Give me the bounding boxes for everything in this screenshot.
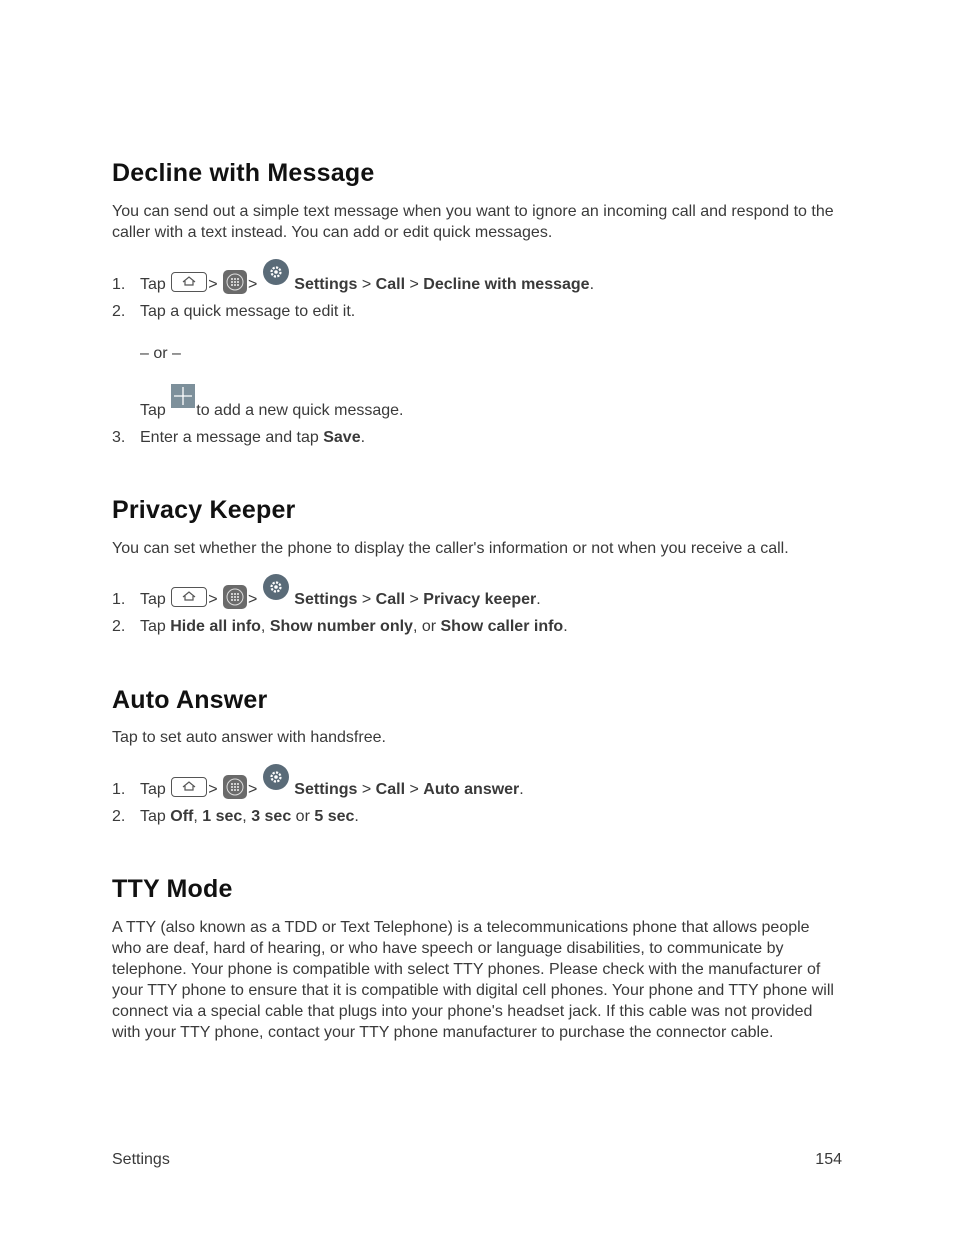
- settings-gear-icon: [263, 574, 289, 600]
- privacy-intro: You can set whether the phone to display the caller's information or not when you receive a call.: [112, 540, 789, 557]
- privacy-step-2: 2. Tap Hide all info, Show number only, or Show caller info.: [112, 618, 568, 635]
- section-title-auto: Auto Answer: [112, 686, 268, 714]
- privacy-step-1: 1. Tap > > Settings > Call > Privacy keeper.: [112, 582, 541, 611]
- apps-icon: [223, 270, 247, 294]
- decline-step-3: 3. Enter a message and tap Save.: [112, 429, 366, 446]
- apps-icon: [223, 585, 247, 609]
- section-title-privacy: Privacy Keeper: [112, 496, 296, 524]
- home-key-icon: [171, 777, 207, 797]
- tty-body: A TTY (also known as a TDD or Text Telephone) is a telecommunications phone that allows people who are deaf, hard of hearing, or who have speech or language disabilities, to communicate by telephone. Your phone is compatible with select TTY phones. Please check with the manufacturer of your TTY phone to ensure that it is compatible with digital cell phones. Your phone and TTY phone will connect via a special cable that plugs into your phone's headset jack. If this cable was not provided with your TTY phone, contact your TTY phone manufacturer to purchase the connector cable.: [112, 919, 834, 1041]
- home-key-icon: [171, 587, 207, 607]
- home-key-icon: [171, 272, 207, 292]
- apps-icon: [223, 775, 247, 799]
- decline-intro: You can send out a simple text message when you want to ignore an incoming call and respond to the caller with a text instead. You can add or edit quick messages.: [112, 203, 834, 241]
- add-plus-icon: [171, 384, 195, 408]
- decline-step-1: 1. Tap > > Settings > Call > Decline with message.: [112, 267, 594, 296]
- or-separator: – or –: [140, 345, 181, 362]
- auto-step-2: 2. Tap Off, 1 sec, 3 sec or 5 sec.: [112, 808, 359, 825]
- section-title-decline: Decline with Message: [112, 159, 375, 187]
- footer-page-number: 154: [815, 1151, 842, 1168]
- footer-section: Settings: [112, 1151, 170, 1168]
- section-title-tty: TTY Mode: [112, 875, 233, 903]
- decline-step-2: 2. Tap a quick message to edit it.: [112, 303, 356, 320]
- auto-intro: Tap to set auto answer with handsfree.: [112, 729, 386, 746]
- settings-gear-icon: [263, 259, 289, 285]
- decline-tap-add: Tap to add a new quick message.: [140, 393, 403, 422]
- auto-step-1: 1. Tap > > Settings > Call > Auto answer.: [112, 772, 524, 801]
- settings-gear-icon: [263, 764, 289, 790]
